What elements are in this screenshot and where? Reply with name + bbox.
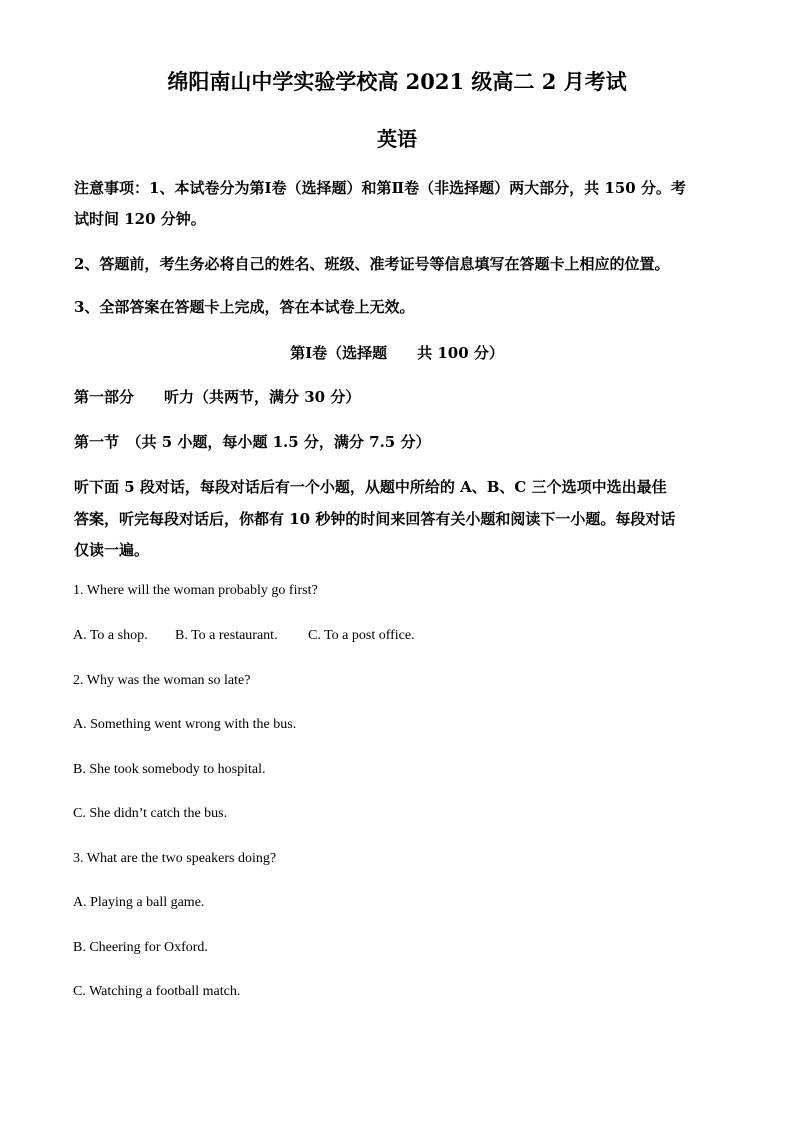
- notes-line-1: 注意事项：1、本试卷分为第Ⅰ卷（选择题）和第Ⅱ卷（非选择题）两大部分，共 150 分。考: [74, 179, 686, 197]
- notes-line-3: 3、全部答案在答题卡上完成，答在本试卷上无效。: [74, 298, 415, 316]
- instruction-line-2: 答案，听完每段对话后，你都有 10 秒钟的时间来回答有关小题和阅读下一小题。每段对话: [74, 510, 676, 528]
- question-1-option-c: C. To a post office.: [308, 628, 415, 643]
- question-1-options: [73, 628, 415, 644]
- question-3-option-a: A. Playing a ball game.: [73, 895, 205, 910]
- instruction-line-3: 仅读一遍。: [74, 541, 150, 559]
- question-1-stem: 1. Where will the woman probably go first?: [73, 583, 318, 598]
- question-2-option-a: A. Something went wrong with the bus.: [73, 717, 297, 732]
- instruction-line-1: 听下面 5 段对话，每段对话后有一个小题，从题中所给的 A、B、C 三个选项中选出最佳: [74, 478, 667, 496]
- volume-title: 第Ⅰ卷（选择题 共 100 分）: [290, 344, 504, 362]
- question-3-stem: 3. What are the two speakers doing?: [73, 851, 277, 866]
- question-2-stem: 2. Why was the woman so late?: [73, 673, 251, 688]
- question-1-option-a: A. To a shop.: [73, 628, 148, 643]
- question-3-option-c: C. Watching a football match.: [73, 984, 241, 999]
- subsection-title: 第一节 （共 5 小题，每小题 1.5 分，满分 7.5 分）: [74, 433, 431, 451]
- part-title: 第一部分 听力（共两节，满分 30 分）: [74, 388, 361, 406]
- question-1-option-b: B. To a restaurant.: [175, 628, 278, 643]
- question-3-option-b: B. Cheering for Oxford.: [73, 940, 208, 955]
- notes-line-1-cont: 试时间 120 分钟。: [74, 210, 206, 228]
- question-2-option-b: B. She took somebody to hospital.: [73, 762, 266, 777]
- notes-line-2: 2、答题前，考生务必将自己的姓名、班级、准考证号等信息填写在答题卡上相应的位置。: [74, 255, 670, 273]
- question-2-option-c: C. She didn’t catch the bus.: [73, 806, 228, 821]
- exam-title: 绵阳南山中学实验学校高 2021 级高二 2 月考试: [167, 69, 627, 94]
- subject-title: 英语: [377, 127, 417, 151]
